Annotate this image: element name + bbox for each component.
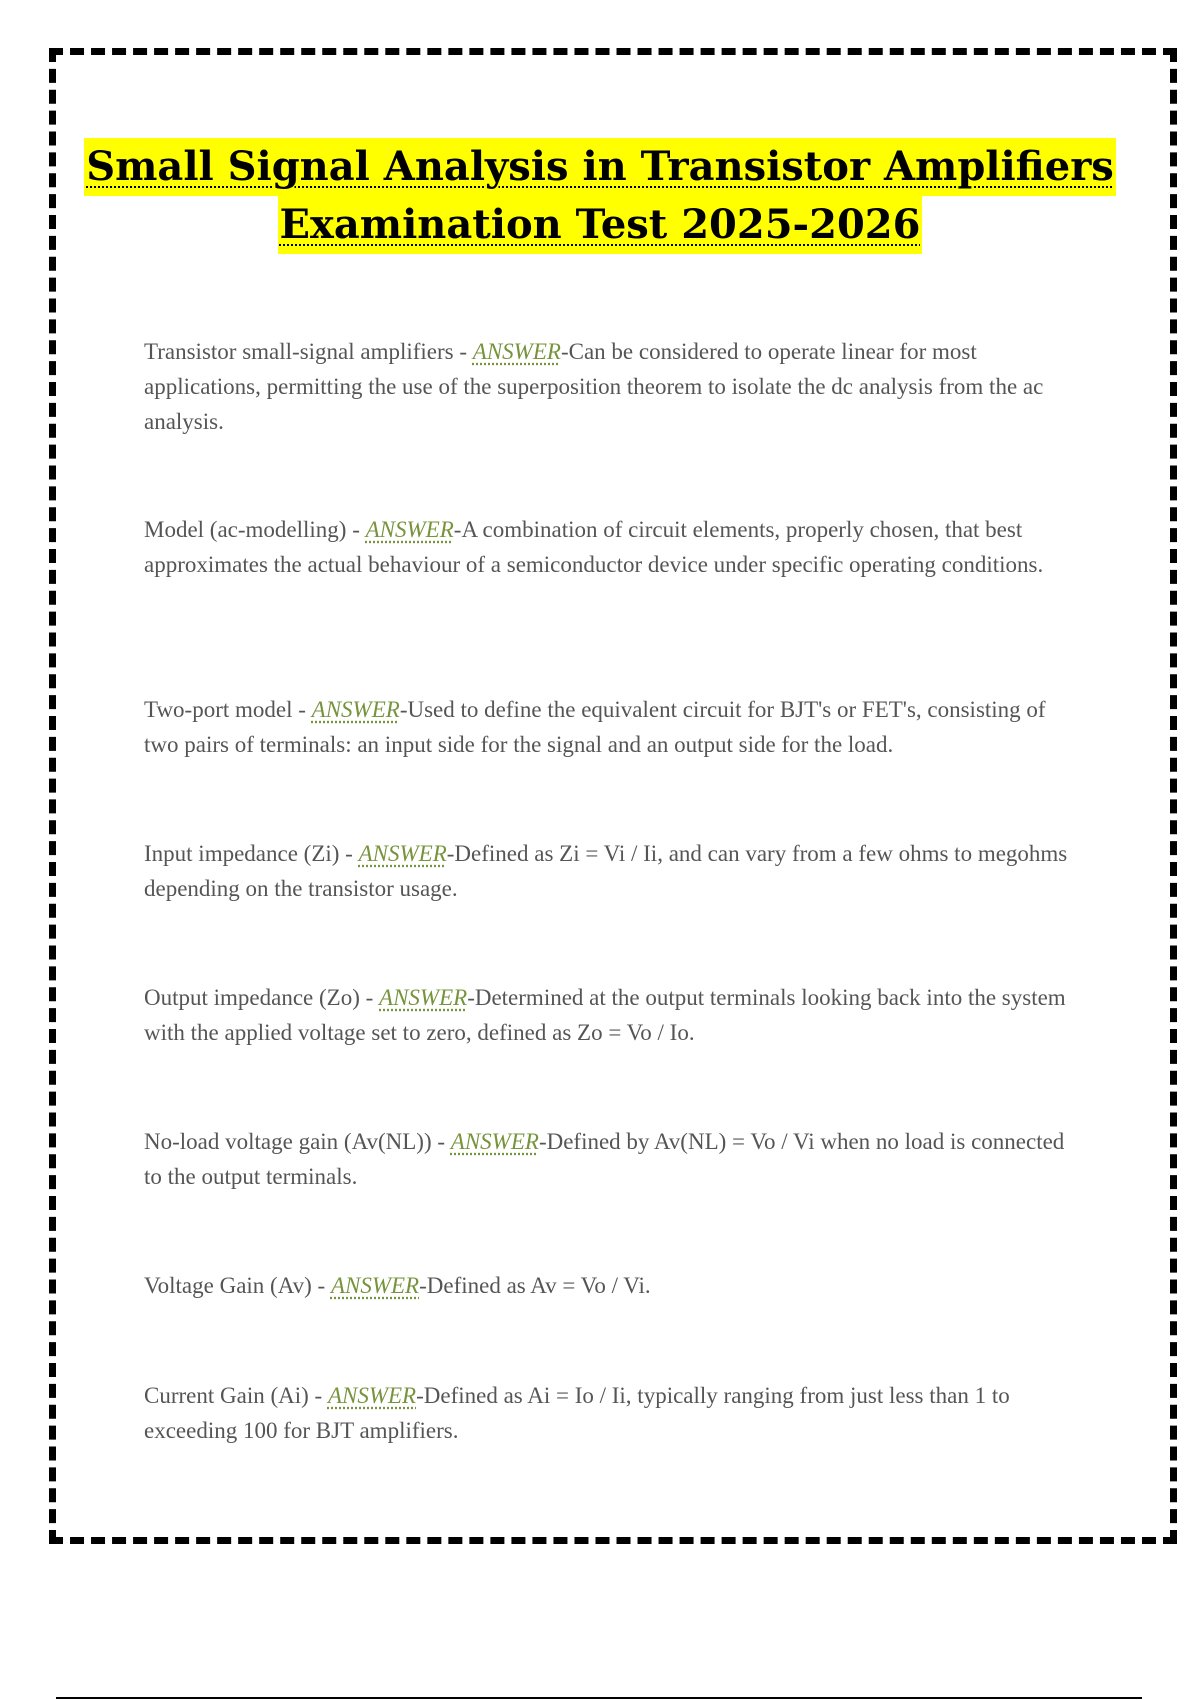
qa-entry	[144, 1124, 1084, 1194]
entry-term: Current Gain (Ai) -	[144, 1383, 328, 1408]
entry-definition: -Used to define the equivalent circuit for BJT's or FET's, consisting of two pairs of terminals: an input side for the signal and an output side for the load.	[144, 697, 1046, 757]
answer-tag: ANSWER	[379, 985, 468, 1010]
entry-definition: -Determined at the output terminals looking back into the system with the applied voltage set to zero, defined as Zo = Vo / Io.	[144, 985, 1066, 1045]
qa-entry	[144, 836, 1084, 906]
entry-definition: -Can be considered to operate linear for most applications, permitting the use of the superposition theorem to isolate the dc analysis from the ac analysis.	[144, 339, 1044, 434]
entry-term: Input impedance (Zi) -	[144, 841, 359, 866]
page-border	[49, 48, 1177, 1544]
entry-term: Model (ac-modelling) -	[144, 517, 366, 542]
qa-entry	[144, 512, 1084, 582]
entry-definition: -Defined as Av = Vo / Vi.	[419, 1273, 651, 1298]
page-bottom-rule	[56, 1697, 1142, 1699]
qa-entry	[144, 1378, 1084, 1448]
answer-tag: ANSWER	[365, 517, 454, 542]
answer-tag: ANSWER	[327, 1383, 417, 1408]
entry-term: Voltage Gain (Av) -	[144, 1273, 331, 1298]
answer-tag: ANSWER	[358, 841, 447, 866]
entry-definition: -Defined as Zi = Vi / Ii, and can vary from a few ohms to megohms depending on the transistor usage.	[144, 841, 1068, 901]
title-line-2: Examination Test 2025-2026	[278, 196, 923, 254]
answer-tag: ANSWER	[472, 339, 561, 364]
entry-definition: -A combination of circuit elements, properly chosen, that best approximates the actual behaviour of a semiconductor device under specific operating conditions.	[144, 517, 1044, 577]
entry-term: Output impedance (Zo) -	[144, 985, 380, 1010]
entry-term: No-load voltage gain (Av(NL)) -	[144, 1129, 451, 1154]
document-title	[0, 138, 1200, 254]
entry-term: Two-port model -	[144, 697, 312, 722]
entry-definition: -Defined as Ai = Io / Ii, typically ranging from just less than 1 to exceeding 100 for BJT amplifiers.	[144, 1383, 1010, 1443]
title-line-1: Small Signal Analysis in Transistor Amplifiers	[84, 138, 1116, 196]
qa-entry	[144, 692, 1084, 762]
answer-tag: ANSWER	[311, 697, 400, 722]
answer-tag: ANSWER	[450, 1129, 539, 1154]
answer-tag: ANSWER	[330, 1273, 420, 1298]
entry-definition: -Defined by Av(NL) = Vo / Vi when no load is connected to the output terminals.	[144, 1129, 1065, 1189]
qa-entry	[144, 980, 1084, 1050]
entry-term: Transistor small-signal amplifiers -	[144, 339, 473, 364]
qa-entry	[144, 334, 1084, 439]
qa-entry	[144, 1268, 1084, 1303]
